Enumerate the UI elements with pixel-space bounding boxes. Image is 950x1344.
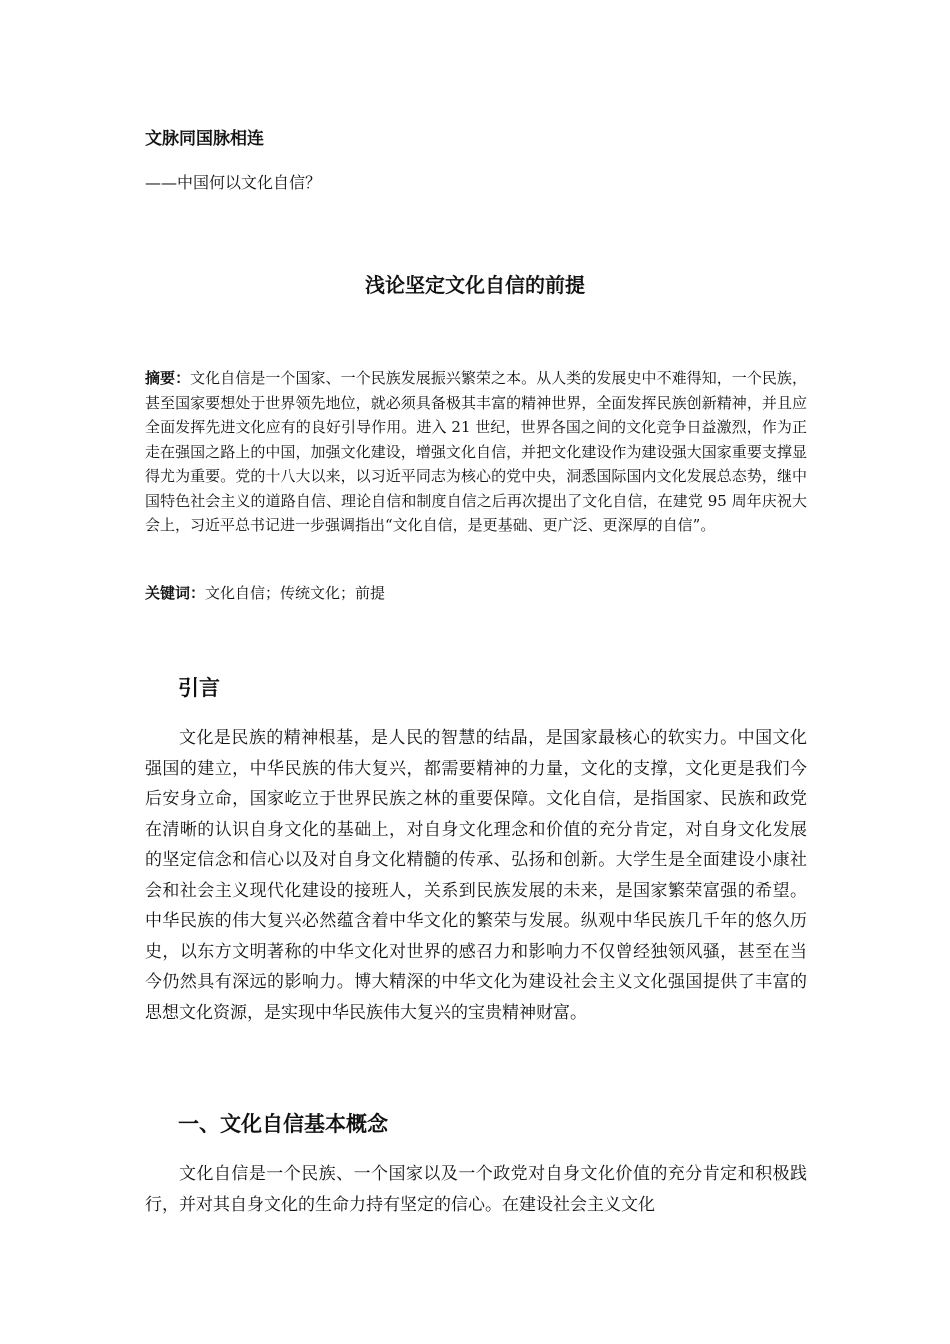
abstract-label: 摘要：	[145, 369, 191, 387]
header-subtitle: ——中国何以文化自信？	[145, 173, 322, 192]
section1-body: 文化自信是一个民族、一个国家以及一个政党对自身文化价值的充分肯定和积极践行，并对其自身文化的生命力持有坚定的信心。在建设社会主义文化	[145, 1164, 807, 1215]
section1-heading: 一、文化自信基本概念	[178, 1112, 388, 1136]
header-title: 文脉同国脉相连	[145, 129, 264, 149]
keywords-label: 关键词：	[145, 584, 206, 602]
introduction-body: 文化是民族的精神根基，是人民的智慧的结晶，是国家最核心的软实力。中国文化强国的建立，中华民族的伟大复兴，都需要精神的力量，文化的支撑，文化更是我们今后安身立命，国家屹立于世界民族之林的重要保障。文化自信，是指国家、民族和政党在清晰的认识自身文化的基础上，对自身文化理念和价值的充分肯定，对自身文化发展的坚定信念和信心以及对自身文化精髓的传承、弘扬和创新。大学生是全面建设小康社会和社会主义现代化建设的接班人，关系到民族发展的未来，是国家繁荣富强的希望。中华民族的伟大复兴必然蕴含着中华文化的繁荣与发展。纵观中华民族几千年的悠久历史，以东方文明著称的中华文化对世界的感召力和影响力不仅曾经独领风骚，甚至在当今仍然具有深远的影响力。博大精深的中华文化为建设社会主义文化强国提供了丰富的思想文化资源，是实现中华民族伟大复兴的宝贵精神财富。	[145, 728, 807, 1023]
paper-title: 浅论坚定文化自信的前提	[365, 273, 585, 297]
introduction-heading: 引言	[178, 676, 220, 700]
abstract-paragraph	[145, 366, 807, 538]
keywords-line	[145, 582, 385, 604]
abstract-text: 文化自信是一个国家、一个民族发展振兴繁荣之本。从人类的发展史中不难得知，一个民族，甚至国家要想处于世界领先地位，就必须具备极其丰富的精神世界，全面发挥民族创新精神，并且应全面发挥先进文化应有的良好引导作用。进入 21 世纪，世界各国之间的文化竞争日益激烈，作为正走在强国之路上的中国，加强文化建设，增强文化自信，并把文化建设作为建设强大国家重要支撑显得尤为重要。党的十八大以来，以习近平同志为核心的党中央，洞悉国际国内文化发展总态势，继中国特色社会主义的道路自信、理论自信和制度自信之后再次提出了文化自信，在建党 95 周年庆祝大会上，习近平总书记进一步强调指出“文化自信，是更基础、更广泛、更深厚的自信”。	[145, 369, 807, 534]
keywords-text: 文化自信；传统文化；前提	[205, 584, 386, 602]
